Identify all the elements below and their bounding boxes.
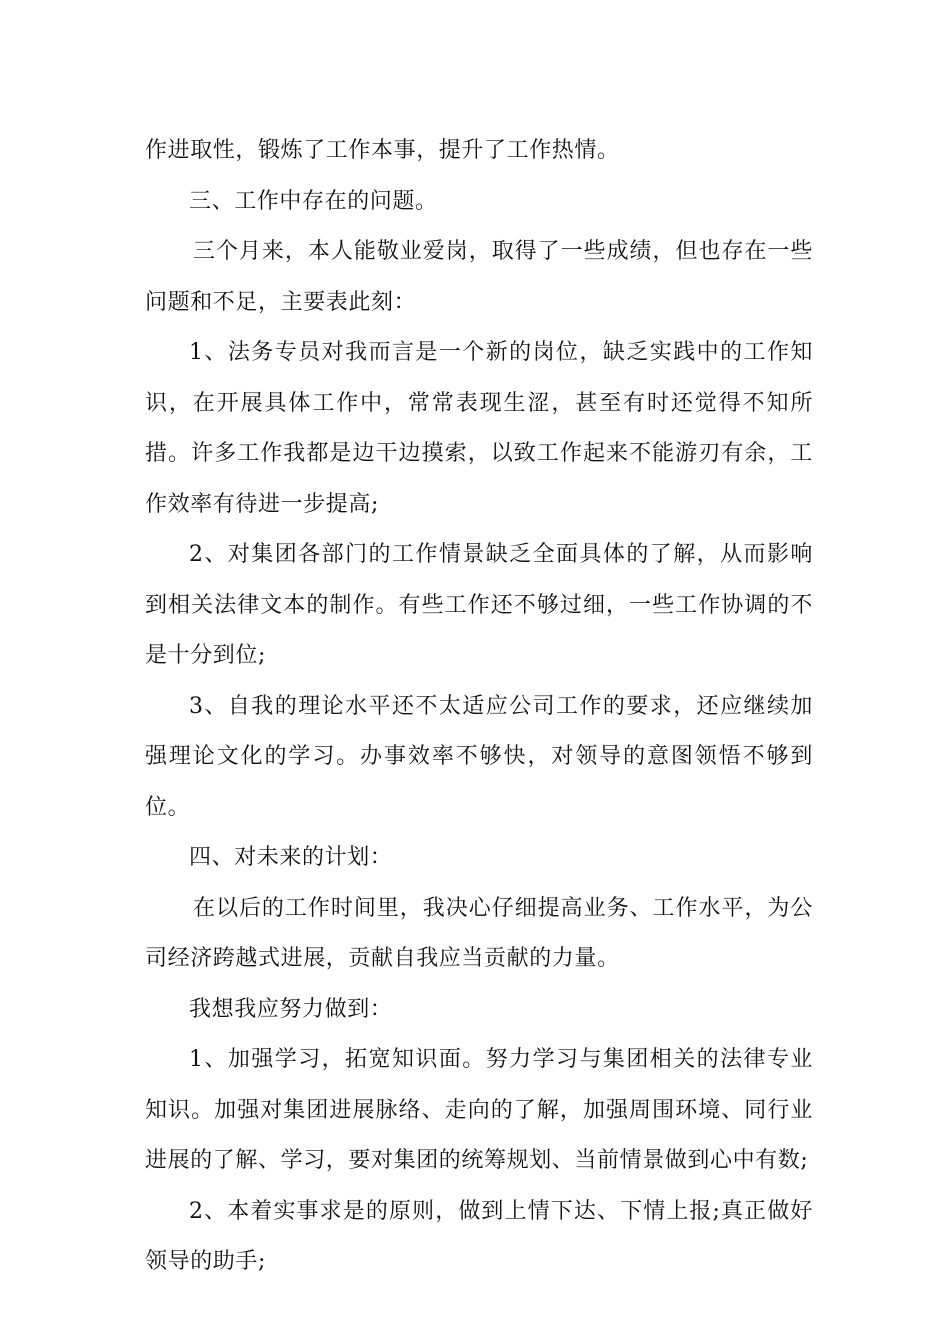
list-item-problem-1: 1、法务专员对我而言是一个新的岗位，缺乏实践中的工作知识，在开展具体工作中，常常表现生涩，甚至有时还觉得不知所措。许多工作我都是边干边摸索，以致工作起来不能游刃有余，工作效率有待进一步提高; (145, 340, 813, 517)
document-body (145, 126, 813, 1288)
paragraph-plans-intro: 在以后的工作时间里，我决心仔细提高业务、工作水平，为公司经济跨越式进展，贡献自我应当贡献的力量。 (145, 895, 813, 971)
list-item-problem-3: 3、自我的理论水平还不太适应公司工作的要求，还应继续加强理论文化的学习。办事效率不够快，对领导的意图领悟不够到位。 (145, 693, 813, 820)
paragraph-problems-intro: 三个月来，本人能敬业爱岗，取得了一些成绩，但也存在一些问题和不足，主要表此刻： (145, 239, 813, 315)
list-item-problem-2: 2、对集团各部门的工作情景缺乏全面具体的了解，从而影响到相关法律文本的制作。有些工作还不够过细，一些工作协调的不是十分到位; (145, 542, 813, 668)
paragraph-continuation: 作进取性，锻炼了工作本事，提升了工作热情。 (145, 138, 620, 163)
list-item-effort-2: 2、本着实事求是的原则，做到上情下达、下情上报;真正做好领导的助手; (145, 1198, 813, 1274)
section-heading-problems: 三、工作中存在的问题。 (189, 188, 438, 214)
section-heading-plans: 四、对未来的计划： (189, 845, 393, 870)
paragraph-efforts-intro: 我想我应努力做到： (189, 996, 393, 1022)
list-item-effort-1: 1、加强学习，拓宽知识面。努力学习与集团相关的法律专业知识。加强对集团进展脉络、走向的了解，加强周围环境、同行业进展的了解、学习，要对集团的统筹规划、当前情景做到心中有数; (145, 1047, 813, 1173)
